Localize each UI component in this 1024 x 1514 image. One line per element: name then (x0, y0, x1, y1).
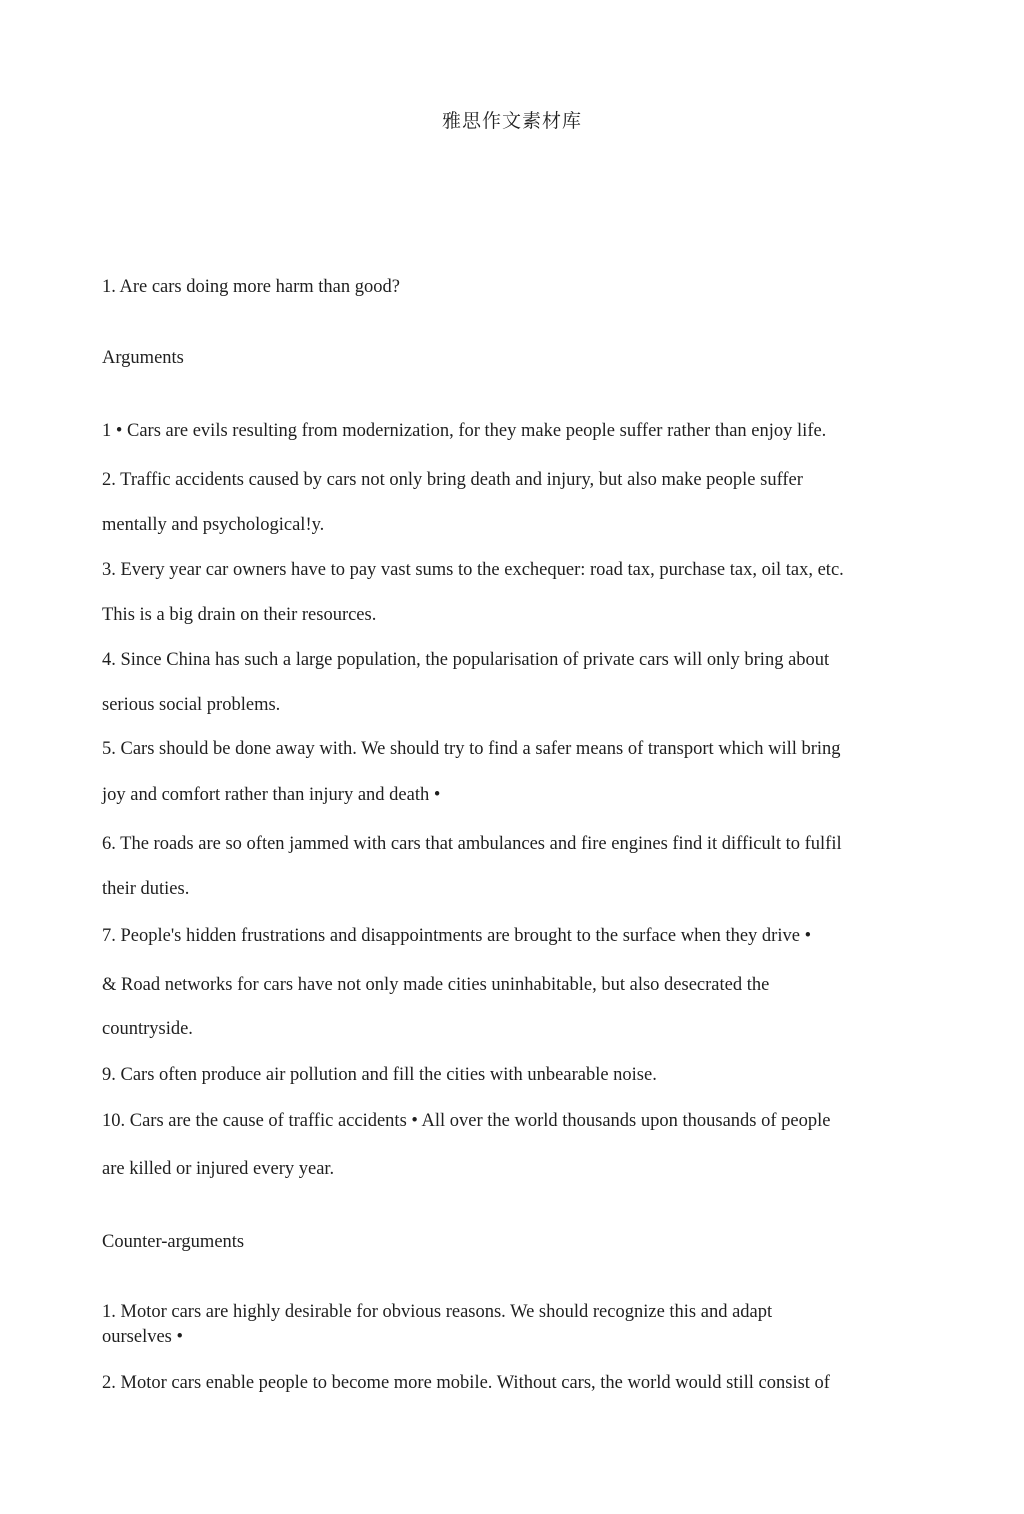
argument-line: 7. People's hidden frustrations and disappointments are brought to the surface when they drive • (102, 926, 812, 946)
argument-line: their duties. (102, 879, 190, 899)
essay-question: 1. Are cars doing more harm than good? (102, 277, 400, 297)
argument-line: This is a big drain on their resources. (102, 605, 377, 625)
argument-line: 1 • Cars are evils resulting from modernization, for they make people suffer rather than enjoy life. (102, 421, 827, 441)
counter-argument-line: 1. Motor cars are highly desirable for obvious reasons. We should recognize this and adapt (102, 1302, 773, 1322)
document-title: 雅思作文素材库 (441, 110, 582, 132)
argument-line: 10. Cars are the cause of traffic accidents • All over the world thousands upon thousands of people (102, 1111, 831, 1131)
counter-argument-line: 2. Motor cars enable people to become more mobile. Without cars, the world would still consist of (102, 1373, 830, 1393)
argument-line: countryside. (102, 1019, 193, 1039)
argument-line: 9. Cars often produce air pollution and fill the cities with unbearable noise. (102, 1065, 657, 1085)
counter-argument-line: ourselves • (102, 1327, 183, 1347)
argument-line: are killed or injured every year. (102, 1159, 335, 1179)
argument-line: 6. The roads are so often jammed with cars that ambulances and fire engines find it difficult to fulfil (102, 834, 842, 854)
counter-arguments-heading: Counter-arguments (102, 1232, 245, 1252)
argument-line: joy and comfort rather than injury and death • (102, 785, 441, 805)
argument-line: 5. Cars should be done away with. We should try to find a safer means of transport which will bring (102, 739, 841, 759)
argument-line: 2. Traffic accidents caused by cars not only bring death and injury, but also make people suffer (102, 470, 803, 490)
argument-line: serious social problems. (102, 695, 281, 715)
argument-line: mentally and psychological!y. (102, 515, 325, 535)
argument-line: 4. Since China has such a large population, the popularisation of private cars will only bring about (102, 650, 830, 670)
argument-line: & Road networks for cars have not only made cities uninhabitable, but also desecrated the (102, 975, 770, 995)
argument-line: 3. Every year car owners have to pay vast sums to the exchequer: road tax, purchase tax, oil tax, etc. (102, 560, 844, 580)
arguments-heading: Arguments (102, 348, 184, 368)
